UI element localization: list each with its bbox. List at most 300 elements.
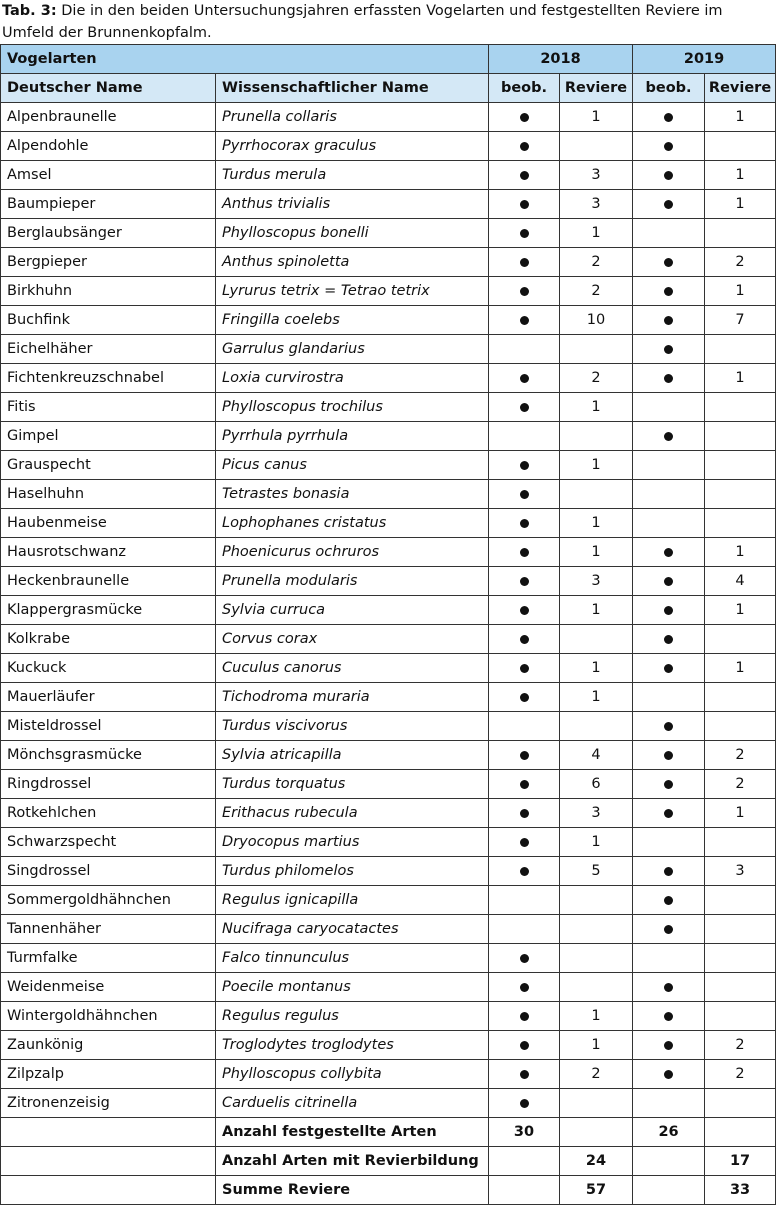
summary-territories-2018: 57: [560, 1176, 633, 1205]
observed-dot-icon: [520, 780, 529, 789]
cell-observed-2018: [489, 1089, 560, 1118]
table-row: [1, 219, 776, 248]
cell-territories-2019: 7: [705, 306, 776, 335]
cell-german-name: Haselhuhn: [1, 480, 216, 509]
observed-dot-icon: [520, 200, 529, 209]
cell-observed-2019: [633, 683, 705, 712]
caption-text: Die in den beiden Untersuchungsjahren erfassten Vogelarten und festgestellten Reviere im Umfeld der Brunnenkopfalm.: [2, 3, 723, 41]
cell-territories-2018: 1: [560, 1002, 633, 1031]
cell-observed-2018: [489, 828, 560, 857]
cell-observed-2019: [633, 1089, 705, 1118]
table-row: [1, 364, 776, 393]
observed-dot-icon: [520, 577, 529, 586]
cell-territories-2018: 4: [560, 741, 633, 770]
cell-territories-2019: [705, 944, 776, 973]
cell-territories-2019: 1: [705, 596, 776, 625]
table-row: [1, 770, 776, 799]
cell-german-name: Turmfalke: [1, 944, 216, 973]
cell-observed-2018: [489, 103, 560, 132]
cell-scientific-name: Regulus ignicapilla: [216, 886, 489, 915]
cell-observed-2018: [489, 712, 560, 741]
observed-dot-icon: [664, 432, 673, 441]
table-row: [1, 190, 776, 219]
cell-observed-2019: [633, 248, 705, 277]
table-row: [1, 857, 776, 886]
summary-row: [1, 1147, 776, 1176]
cell-observed-2018: [489, 915, 560, 944]
cell-scientific-name: Pyrrhula pyrrhula: [216, 422, 489, 451]
observed-dot-icon: [520, 548, 529, 557]
observed-dot-icon: [520, 461, 529, 470]
observed-dot-icon: [520, 867, 529, 876]
cell-observed-2018: [489, 683, 560, 712]
cell-scientific-name: Falco tinnunculus: [216, 944, 489, 973]
cell-observed-2019: [633, 567, 705, 596]
cell-german-name: Gimpel: [1, 422, 216, 451]
observed-dot-icon: [520, 1070, 529, 1079]
summary-observed-2019: [633, 1176, 705, 1205]
cell-german-name: Alpendohle: [1, 132, 216, 161]
table-row: [1, 886, 776, 915]
cell-territories-2018: 5: [560, 857, 633, 886]
observed-dot-icon: [520, 693, 529, 702]
cell-observed-2018: [489, 422, 560, 451]
cell-german-name: Mönchsgrasmücke: [1, 741, 216, 770]
table-row: [1, 828, 776, 857]
observed-dot-icon: [520, 519, 529, 528]
cell-observed-2019: [633, 364, 705, 393]
cell-observed-2018: [489, 857, 560, 886]
table-row: [1, 248, 776, 277]
cell-territories-2019: 1: [705, 654, 776, 683]
cell-territories-2018: [560, 886, 633, 915]
observed-dot-icon: [520, 171, 529, 180]
cell-german-name: Tannenhäher: [1, 915, 216, 944]
cell-observed-2019: [633, 741, 705, 770]
cell-scientific-name: Picus canus: [216, 451, 489, 480]
cell-observed-2019: [633, 1031, 705, 1060]
header-year-2018: 2018: [489, 45, 633, 74]
cell-observed-2019: [633, 538, 705, 567]
observed-dot-icon: [664, 635, 673, 644]
observed-dot-icon: [664, 171, 673, 180]
cell-territories-2019: [705, 1002, 776, 1031]
cell-german-name: Buchfink: [1, 306, 216, 335]
cell-german-name: Klappergrasmücke: [1, 596, 216, 625]
table-row: [1, 944, 776, 973]
table-row: [1, 915, 776, 944]
cell-territories-2019: [705, 393, 776, 422]
cell-territories-2018: 1: [560, 538, 633, 567]
table-row: [1, 306, 776, 335]
summary-territories-2018: [560, 1118, 633, 1147]
observed-dot-icon: [520, 1012, 529, 1021]
cell-observed-2018: [489, 799, 560, 828]
observed-dot-icon: [664, 867, 673, 876]
cell-german-name: Fitis: [1, 393, 216, 422]
cell-territories-2019: [705, 625, 776, 654]
cell-territories-2019: [705, 422, 776, 451]
observed-dot-icon: [664, 142, 673, 151]
table-row: [1, 741, 776, 770]
observed-dot-icon: [664, 316, 673, 325]
cell-territories-2019: 1: [705, 190, 776, 219]
observed-dot-icon: [664, 345, 673, 354]
header-row-groups: [1, 45, 776, 74]
header-beob-2019: beob.: [633, 74, 705, 103]
cell-scientific-name: Carduelis citrinella: [216, 1089, 489, 1118]
cell-observed-2018: [489, 1060, 560, 1089]
cell-territories-2018: 3: [560, 190, 633, 219]
observed-dot-icon: [664, 548, 673, 557]
cell-territories-2019: 1: [705, 538, 776, 567]
cell-territories-2018: 3: [560, 567, 633, 596]
cell-scientific-name: Phylloscopus collybita: [216, 1060, 489, 1089]
observed-dot-icon: [664, 200, 673, 209]
cell-territories-2019: [705, 712, 776, 741]
cell-territories-2018: [560, 712, 633, 741]
observed-dot-icon: [520, 142, 529, 151]
table-row: [1, 103, 776, 132]
observed-dot-icon: [664, 983, 673, 992]
cell-territories-2018: 1: [560, 683, 633, 712]
observed-dot-icon: [520, 374, 529, 383]
cell-territories-2018: 1: [560, 828, 633, 857]
cell-german-name: Haubenmeise: [1, 509, 216, 538]
cell-german-name: Heckenbraunelle: [1, 567, 216, 596]
cell-german-name: Wintergoldhähnchen: [1, 1002, 216, 1031]
cell-territories-2019: [705, 480, 776, 509]
cell-scientific-name: Turdus philomelos: [216, 857, 489, 886]
header-year-2019: 2019: [633, 45, 776, 74]
cell-observed-2018: [489, 509, 560, 538]
cell-territories-2019: 1: [705, 103, 776, 132]
header-vogelarten: Vogelarten: [1, 45, 489, 74]
cell-german-name: Zitronenzeisig: [1, 1089, 216, 1118]
summary-territories-2019: 33: [705, 1176, 776, 1205]
cell-territories-2018: [560, 132, 633, 161]
header-reviere-2018: Reviere: [560, 74, 633, 103]
cell-territories-2019: 1: [705, 799, 776, 828]
cell-territories-2019: [705, 828, 776, 857]
summary-label: Anzahl festgestellte Arten: [216, 1118, 489, 1147]
header-beob-2018: beob.: [489, 74, 560, 103]
cell-observed-2018: [489, 306, 560, 335]
cell-observed-2019: [633, 190, 705, 219]
table-row: [1, 683, 776, 712]
cell-scientific-name: Turdus viscivorus: [216, 712, 489, 741]
observed-dot-icon: [520, 635, 529, 644]
caption-label: Tab. 3:: [2, 3, 57, 19]
table-row: [1, 1089, 776, 1118]
cell-territories-2018: 3: [560, 799, 633, 828]
cell-observed-2018: [489, 741, 560, 770]
table-row: [1, 973, 776, 1002]
cell-observed-2018: [489, 219, 560, 248]
cell-observed-2018: [489, 364, 560, 393]
summary-empty-cell: [1, 1147, 216, 1176]
observed-dot-icon: [664, 809, 673, 818]
cell-territories-2018: 1: [560, 393, 633, 422]
cell-german-name: Ringdrossel: [1, 770, 216, 799]
summary-territories-2019: 17: [705, 1147, 776, 1176]
cell-german-name: Mauerläufer: [1, 683, 216, 712]
cell-observed-2019: [633, 799, 705, 828]
cell-territories-2019: 2: [705, 248, 776, 277]
table-row: [1, 654, 776, 683]
summary-observed-2018: [489, 1147, 560, 1176]
cell-territories-2019: [705, 335, 776, 364]
observed-dot-icon: [664, 606, 673, 615]
cell-observed-2019: [633, 393, 705, 422]
cell-observed-2019: [633, 219, 705, 248]
cell-territories-2018: 2: [560, 1060, 633, 1089]
cell-german-name: Eichelhäher: [1, 335, 216, 364]
observed-dot-icon: [664, 722, 673, 731]
summary-label: Anzahl Arten mit Revierbildung: [216, 1147, 489, 1176]
cell-observed-2019: [633, 306, 705, 335]
cell-territories-2019: [705, 1089, 776, 1118]
cell-territories-2018: 1: [560, 596, 633, 625]
cell-scientific-name: Tichodroma muraria: [216, 683, 489, 712]
summary-territories-2019: [705, 1118, 776, 1147]
cell-territories-2019: 2: [705, 770, 776, 799]
summary-row: [1, 1176, 776, 1205]
cell-german-name: Rotkehlchen: [1, 799, 216, 828]
cell-scientific-name: Lyrurus tetrix = Tetrao tetrix: [216, 277, 489, 306]
cell-german-name: Singdrossel: [1, 857, 216, 886]
table-row: [1, 509, 776, 538]
observed-dot-icon: [664, 1041, 673, 1050]
cell-territories-2018: 2: [560, 277, 633, 306]
cell-observed-2018: [489, 654, 560, 683]
cell-territories-2019: 1: [705, 277, 776, 306]
summary-observed-2018: [489, 1176, 560, 1205]
observed-dot-icon: [664, 1070, 673, 1079]
cell-observed-2019: [633, 277, 705, 306]
header-reviere-2019: Reviere: [705, 74, 776, 103]
cell-scientific-name: Anthus trivialis: [216, 190, 489, 219]
cell-german-name: Hausrotschwanz: [1, 538, 216, 567]
cell-observed-2019: [633, 103, 705, 132]
table-row: [1, 132, 776, 161]
cell-scientific-name: Sylvia atricapilla: [216, 741, 489, 770]
observed-dot-icon: [520, 490, 529, 499]
cell-observed-2018: [489, 132, 560, 161]
cell-observed-2018: [489, 944, 560, 973]
table-row: [1, 625, 776, 654]
cell-territories-2019: 1: [705, 161, 776, 190]
cell-observed-2019: [633, 596, 705, 625]
cell-scientific-name: Poecile montanus: [216, 973, 489, 1002]
observed-dot-icon: [664, 664, 673, 673]
cell-german-name: Misteldrossel: [1, 712, 216, 741]
cell-territories-2018: [560, 422, 633, 451]
observed-dot-icon: [520, 983, 529, 992]
cell-observed-2018: [489, 770, 560, 799]
cell-territories-2018: 3: [560, 161, 633, 190]
cell-scientific-name: Sylvia curruca: [216, 596, 489, 625]
cell-territories-2019: [705, 973, 776, 1002]
cell-territories-2019: [705, 219, 776, 248]
observed-dot-icon: [664, 896, 673, 905]
cell-observed-2018: [489, 886, 560, 915]
cell-observed-2019: [633, 915, 705, 944]
cell-german-name: Zilpzalp: [1, 1060, 216, 1089]
cell-observed-2018: [489, 538, 560, 567]
cell-scientific-name: Cuculus canorus: [216, 654, 489, 683]
observed-dot-icon: [520, 287, 529, 296]
observed-dot-icon: [520, 1099, 529, 1108]
observed-dot-icon: [664, 287, 673, 296]
cell-territories-2019: [705, 886, 776, 915]
cell-observed-2018: [489, 480, 560, 509]
cell-observed-2018: [489, 1002, 560, 1031]
observed-dot-icon: [520, 751, 529, 760]
cell-scientific-name: Anthus spinoletta: [216, 248, 489, 277]
table-row: [1, 480, 776, 509]
observed-dot-icon: [664, 113, 673, 122]
cell-territories-2018: 1: [560, 451, 633, 480]
header-row-columns: [1, 74, 776, 103]
cell-scientific-name: Garrulus glandarius: [216, 335, 489, 364]
observed-dot-icon: [520, 258, 529, 267]
cell-observed-2019: [633, 625, 705, 654]
cell-observed-2018: [489, 248, 560, 277]
observed-dot-icon: [520, 1041, 529, 1050]
cell-observed-2019: [633, 654, 705, 683]
cell-observed-2019: [633, 335, 705, 364]
cell-observed-2019: [633, 857, 705, 886]
cell-territories-2018: [560, 480, 633, 509]
cell-territories-2019: [705, 451, 776, 480]
cell-german-name: Fichtenkreuzschnabel: [1, 364, 216, 393]
cell-territories-2018: 1: [560, 654, 633, 683]
cell-observed-2019: [633, 1060, 705, 1089]
cell-german-name: Bergpieper: [1, 248, 216, 277]
cell-territories-2018: 10: [560, 306, 633, 335]
cell-territories-2018: 1: [560, 103, 633, 132]
observed-dot-icon: [520, 838, 529, 847]
observed-dot-icon: [520, 403, 529, 412]
table-row: [1, 1031, 776, 1060]
cell-scientific-name: Corvus corax: [216, 625, 489, 654]
cell-territories-2018: [560, 973, 633, 1002]
cell-scientific-name: Turdus torquatus: [216, 770, 489, 799]
cell-territories-2018: [560, 915, 633, 944]
table-row: [1, 567, 776, 596]
cell-territories-2018: [560, 1089, 633, 1118]
cell-territories-2019: 2: [705, 741, 776, 770]
summary-row: [1, 1118, 776, 1147]
cell-territories-2019: [705, 915, 776, 944]
table-row: [1, 1002, 776, 1031]
observed-dot-icon: [520, 664, 529, 673]
cell-scientific-name: Tetrastes bonasia: [216, 480, 489, 509]
cell-scientific-name: Pyrrhocorax graculus: [216, 132, 489, 161]
cell-territories-2018: [560, 625, 633, 654]
cell-observed-2018: [489, 335, 560, 364]
cell-territories-2019: [705, 683, 776, 712]
observed-dot-icon: [664, 374, 673, 383]
cell-scientific-name: Troglodytes troglodytes: [216, 1031, 489, 1060]
cell-observed-2019: [633, 828, 705, 857]
cell-observed-2018: [489, 393, 560, 422]
observed-dot-icon: [520, 229, 529, 238]
cell-territories-2019: 2: [705, 1060, 776, 1089]
table-row: [1, 1060, 776, 1089]
cell-territories-2018: 1: [560, 219, 633, 248]
cell-scientific-name: Erithacus rubecula: [216, 799, 489, 828]
cell-observed-2018: [489, 625, 560, 654]
cell-territories-2019: [705, 132, 776, 161]
cell-observed-2019: [633, 509, 705, 538]
observed-dot-icon: [664, 780, 673, 789]
table-row: [1, 161, 776, 190]
cell-observed-2019: [633, 422, 705, 451]
observed-dot-icon: [664, 751, 673, 760]
observed-dot-icon: [520, 113, 529, 122]
cell-territories-2019: 4: [705, 567, 776, 596]
summary-empty-cell: [1, 1118, 216, 1147]
observed-dot-icon: [664, 1012, 673, 1021]
observed-dot-icon: [664, 577, 673, 586]
cell-observed-2019: [633, 886, 705, 915]
cell-observed-2019: [633, 770, 705, 799]
observed-dot-icon: [664, 925, 673, 934]
observed-dot-icon: [520, 316, 529, 325]
cell-german-name: Kolkrabe: [1, 625, 216, 654]
cell-territories-2018: 6: [560, 770, 633, 799]
cell-german-name: Amsel: [1, 161, 216, 190]
cell-territories-2018: [560, 335, 633, 364]
observed-dot-icon: [664, 258, 673, 267]
table-row: [1, 393, 776, 422]
cell-territories-2018: 1: [560, 1031, 633, 1060]
cell-scientific-name: Turdus merula: [216, 161, 489, 190]
cell-observed-2018: [489, 277, 560, 306]
table-caption: [2, 0, 774, 44]
cell-german-name: Schwarzspecht: [1, 828, 216, 857]
cell-observed-2018: [489, 567, 560, 596]
summary-territories-2018: 24: [560, 1147, 633, 1176]
cell-scientific-name: Nucifraga caryocatactes: [216, 915, 489, 944]
cell-scientific-name: Lophophanes cristatus: [216, 509, 489, 538]
cell-german-name: Weidenmeise: [1, 973, 216, 1002]
cell-territories-2019: [705, 509, 776, 538]
cell-scientific-name: Phylloscopus bonelli: [216, 219, 489, 248]
cell-german-name: Grauspecht: [1, 451, 216, 480]
table-row: [1, 335, 776, 364]
observed-dot-icon: [520, 809, 529, 818]
cell-scientific-name: Regulus regulus: [216, 1002, 489, 1031]
cell-territories-2019: 2: [705, 1031, 776, 1060]
summary-observed-2019: [633, 1147, 705, 1176]
cell-german-name: Zaunkönig: [1, 1031, 216, 1060]
cell-territories-2018: 2: [560, 364, 633, 393]
cell-scientific-name: Fringilla coelebs: [216, 306, 489, 335]
table-row: [1, 799, 776, 828]
cell-territories-2018: 1: [560, 509, 633, 538]
table-row: [1, 277, 776, 306]
cell-territories-2019: 3: [705, 857, 776, 886]
cell-territories-2018: 2: [560, 248, 633, 277]
cell-scientific-name: Dryocopus martius: [216, 828, 489, 857]
cell-scientific-name: Prunella collaris: [216, 103, 489, 132]
summary-label: Summe Reviere: [216, 1176, 489, 1205]
table-row: [1, 451, 776, 480]
cell-observed-2018: [489, 161, 560, 190]
